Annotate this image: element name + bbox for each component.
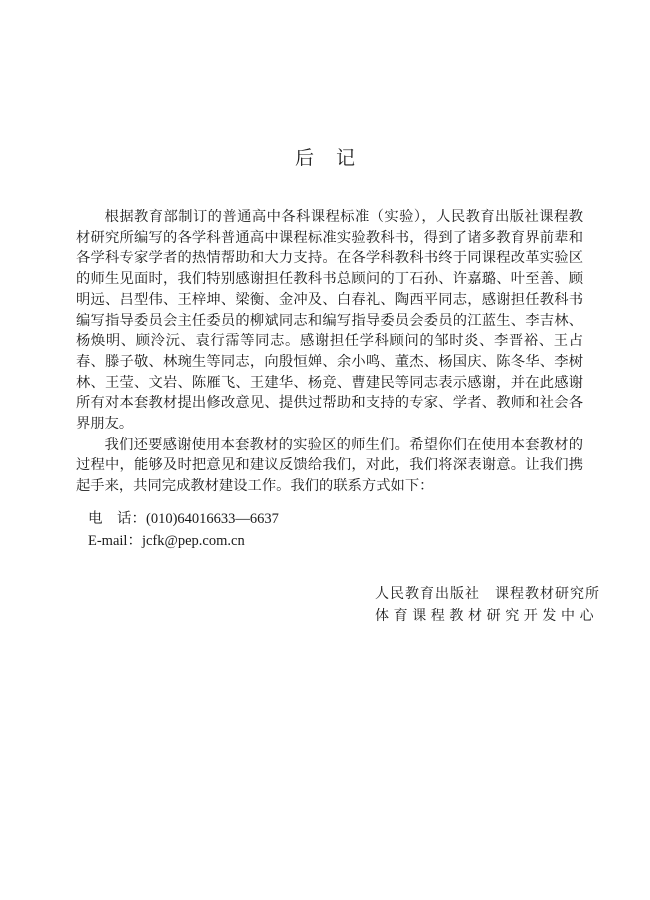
signature-line-1: 人民教育出版社 课程教材研究所 <box>375 586 600 602</box>
phone-label: 电 话： <box>88 511 146 527</box>
signature <box>375 583 600 627</box>
body-text <box>76 207 583 497</box>
phone-number: (010)64016633—6637 <box>146 511 279 527</box>
email-label: E-mail： <box>88 533 142 549</box>
paragraph-acknowledgements: 根据教育部制订的普通高中各科课程标准（实验），人民教育出版社课程教材研究所编写的各学科普通高中课程标准实验教科书，得到了诸多教育界前辈和各学科专家学者的热情帮助和大力支持。在各学科教科书终于同课程改革实验区的师生见面时，我们特别感谢担任教科书总顾问的丁石孙、许嘉璐、叶至善、顾明远、吕型伟、王梓坤、梁衡、金冲及、白春礼、陶西平同志，感谢担任教科书编写指导委员会主任委员的柳斌同志和编写指导委员会委员的江蓝生、李吉林、杨焕明、顾泠沅、袁行霈等同志。感谢担任学科顾问的邹时炎、李晋裕、王占春、滕子敬、林琬生等同志，向殷恒婵、余小鸣、董杰、杨国庆、陈冬华、李树林、王莹、文岩、陈雁飞、王建华、杨竞、曹建民等同志表示感谢，并在此感谢所有对本套教材提出修改意见、提供过帮助和支持的专家、学者、教师和社会各界朋友。 <box>76 209 583 433</box>
contact-info <box>88 508 279 552</box>
signature-line-2: 体育课程教材研究开发中心 <box>375 608 599 624</box>
paragraph-feedback: 我们还要感谢使用本套教材的实验区的师生们。希望你们在使用本套教材的过程中，能够及时把意见和建议反馈给我们，对此，我们将深表谢意。让我们携起手来，共同完成教材建设工作。我们的联系方式如下： <box>76 436 583 495</box>
email-address: jcfk@pep.com.cn <box>141 533 245 549</box>
phone-row <box>88 508 279 530</box>
page-title: 后记 <box>294 147 377 169</box>
email-row <box>88 530 279 552</box>
